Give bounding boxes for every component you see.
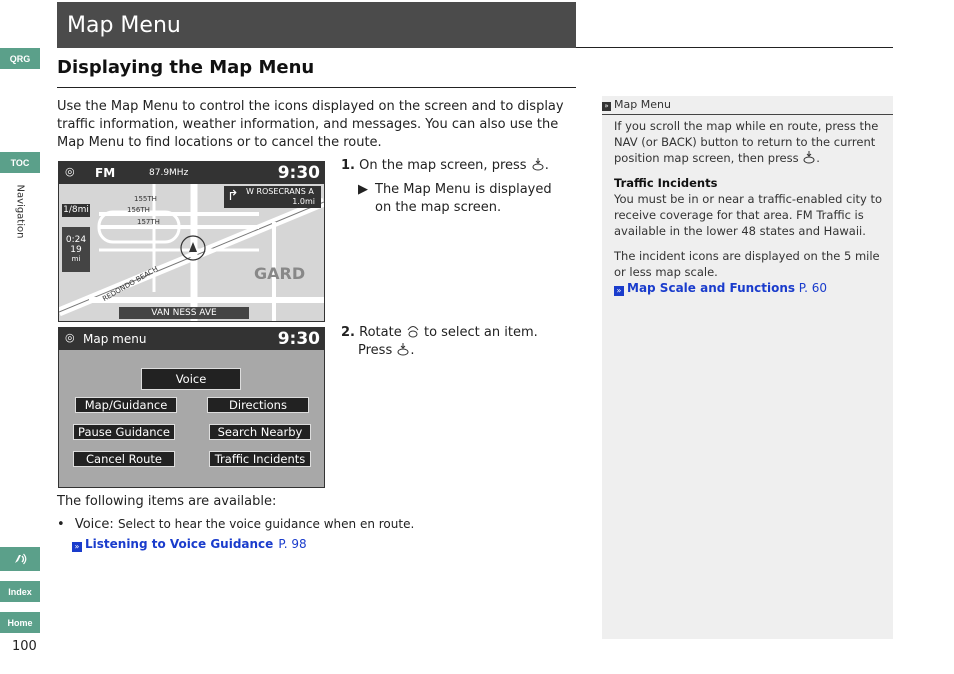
map-status-bar xyxy=(59,162,324,184)
map-menu-header xyxy=(59,328,324,350)
street-label: 155TH xyxy=(134,195,157,203)
menu-voice[interactable]: Voice xyxy=(141,368,241,390)
link-voice-guidance[interactable] xyxy=(72,533,307,552)
clock-time: 9:30 xyxy=(277,329,320,349)
note-icon: » xyxy=(602,102,611,111)
map-menu-screen-image xyxy=(58,327,325,488)
radio-frequency: 87.9MHz xyxy=(149,168,189,178)
step-1-number: 1. xyxy=(341,158,355,173)
map-menu-title: Map menu xyxy=(83,332,147,346)
distance-to-go: 19 xyxy=(70,245,82,255)
bullet-voice xyxy=(57,515,577,534)
tab-qrg[interactable]: QRG xyxy=(0,48,40,69)
press-dial-icon xyxy=(802,150,816,164)
link-page[interactable]: P. 60 xyxy=(798,281,827,295)
following-text: The following items are available: xyxy=(57,494,277,509)
tab-index[interactable]: Index xyxy=(0,581,40,602)
menu-directions[interactable]: Directions xyxy=(207,397,309,413)
step-2-text-b: to select an item. xyxy=(423,325,538,340)
step-2-number: 2. xyxy=(341,325,355,340)
sidebar-notes xyxy=(602,96,893,639)
compass-icon: ◎ xyxy=(65,331,75,344)
page-number: 100 xyxy=(12,639,37,654)
link-text[interactable]: Map Scale and Functions xyxy=(627,281,796,295)
street-label: 156TH xyxy=(127,206,150,214)
link-arrow-icon: » xyxy=(614,286,624,296)
sidebar-header xyxy=(602,96,893,115)
turn-arrow-icon: ↱ xyxy=(227,188,239,204)
step-2-text-c: Press xyxy=(358,343,393,358)
sidebar-para-1-text: If you scroll the map while en route, press the NAV (or BACK) button to return to the current position map screen, then press xyxy=(614,119,879,165)
sidebar-heading: Traffic Incidents xyxy=(614,176,718,190)
menu-pause-guidance[interactable]: Pause Guidance xyxy=(73,424,175,440)
compass-icon: ◎ xyxy=(65,165,75,178)
step-1-result xyxy=(358,181,568,217)
step-1-result-text: The Map Menu is displayed on the map screen. xyxy=(375,182,552,215)
link-map-scale[interactable] xyxy=(614,280,884,296)
menu-traffic-incidents[interactable]: Traffic Incidents xyxy=(209,451,311,467)
bullet-term: Voice: xyxy=(74,517,114,532)
tab-toc[interactable]: TOC xyxy=(0,152,40,173)
eta-time: 0:24 xyxy=(65,235,87,245)
sidebar-header-text: Map Menu xyxy=(614,98,671,111)
clock-time: 9:30 xyxy=(277,163,320,183)
link-page[interactable]: P. 98 xyxy=(278,537,307,551)
intro-paragraph: Use the Map Menu to control the icons displayed on the screen and to display traffic information, weather information, and messages. You can also use the Map Menu to find locations or to cancel the route. xyxy=(57,99,564,150)
radio-band: FM xyxy=(95,166,116,180)
press-dial-icon xyxy=(396,342,410,356)
street-label: 157TH xyxy=(137,218,160,226)
step-2 xyxy=(341,324,538,342)
step-2-text: Rotate xyxy=(359,325,402,340)
side-label xyxy=(14,180,26,250)
rotate-dial-icon xyxy=(406,324,420,338)
section-heading: Displaying the Map Menu xyxy=(57,57,315,78)
map-scale: 1/8mi xyxy=(63,205,89,215)
turn-street: W ROSECRANS A xyxy=(246,187,314,196)
title-divider xyxy=(576,47,893,48)
voice-command-tab[interactable] xyxy=(0,547,40,571)
turn-distance: 1.0mi xyxy=(292,197,315,206)
result-arrow-icon: ▶ xyxy=(358,182,368,197)
link-arrow-icon: » xyxy=(72,542,82,552)
sidebar-para-3: The incident icons are displayed on the 5 mile or less map scale. xyxy=(614,249,880,279)
step-1: 1. On the map screen, press . xyxy=(341,158,549,173)
sidebar-para-2: You must be in or near a traffic-enabled city to receive coverage for that area. FM Traffic is available in the lower 48 states and Hawaii. xyxy=(614,192,883,238)
current-street: VAN NESS AVE xyxy=(119,307,249,319)
tab-home[interactable]: Home xyxy=(0,612,40,633)
menu-cancel-route[interactable]: Cancel Route xyxy=(73,451,175,467)
menu-map-guidance[interactable]: Map/Guidance xyxy=(75,397,177,413)
section-divider xyxy=(57,87,576,88)
next-turn-panel xyxy=(224,186,321,208)
page-title: Map Menu xyxy=(57,2,576,48)
voice-command-icon xyxy=(12,551,28,567)
map-watermark: GARD xyxy=(254,264,306,283)
press-dial-icon xyxy=(531,157,545,171)
step-2-press: Press . xyxy=(358,343,415,358)
eta-panel xyxy=(62,227,90,272)
menu-search-nearby[interactable]: Search Nearby xyxy=(209,424,311,440)
bullet-icon: • xyxy=(57,517,65,532)
map-screen-image xyxy=(58,161,325,322)
side-label-text: Navigation xyxy=(14,184,26,239)
bullet-desc: Select to hear the voice guidance when en route. xyxy=(117,517,415,531)
sidebar-para-1: If you scroll the map while en route, press the NAV (or BACK) button to return to the current position map screen, then press . xyxy=(614,119,879,165)
link-text[interactable]: Listening to Voice Guidance xyxy=(85,537,274,551)
street-label: REDONDO BEACH xyxy=(101,264,160,304)
distance-unit: mi xyxy=(71,255,81,263)
step-1-text: On the map screen, press xyxy=(359,158,527,173)
